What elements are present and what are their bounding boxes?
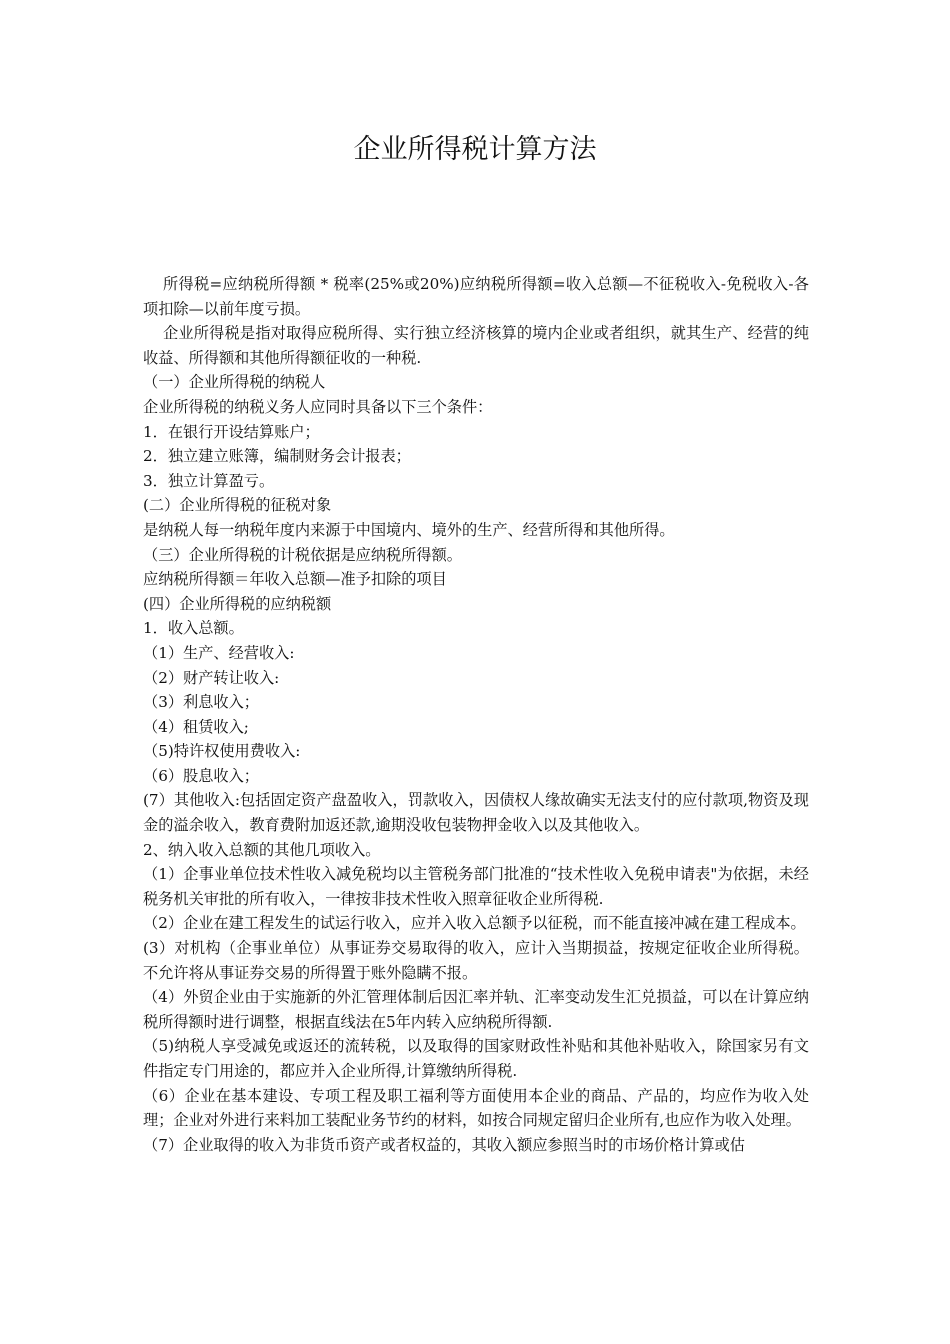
paragraph: (3）对机构（企事业单位）从事证券交易取得的收入，应计入当期损益，按规定征收企业所得税。不允许将从事证券交易的所得置于账外隐瞒不报。	[143, 939, 809, 982]
paragraph: （4）租赁收入;	[143, 717, 249, 736]
paragraph: 企业所得税的纳税义务人应同时具备以下三个条件：	[143, 397, 493, 416]
paragraph: （一）企业所得税的纳税人	[143, 373, 326, 392]
paragraph: 2．独立建立账簿，编制财务会计报表；	[143, 447, 411, 466]
paragraph: （三）企业所得税的计税依据是应纳税所得额。	[143, 545, 462, 564]
paragraph: 2、纳入收入总额的其他几项收入。	[143, 840, 381, 859]
paragraph: 3．独立计算盈亏。	[143, 471, 275, 490]
paragraph: 是纳税人每一纳税年度内来源于中国境内、境外的生产、经营所得和其他所得。	[143, 520, 675, 539]
paragraph: (7）其他收入:包括固定资产盘盈收入，罚款收入，因债权人缘故确实无法支付的应付款项,物资及现金的溢余收入，教育费附加返还款,逾期没收包装物押金收入以及其他收入。	[143, 791, 809, 835]
paragraph: 1．收入总额。	[143, 619, 244, 638]
paragraph: （6）股息收入；	[143, 766, 259, 785]
paragraph: （6）企业在基本建设、专项工程及职工福利等方面使用本企业的商品、产品的，均应作为收入处理；企业对外进行来料加工装配业务节约的材料，如按合同规定留归企业所有,也应作为收入处理。	[143, 1086, 809, 1130]
document-title: 企业所得税计算方法	[353, 134, 597, 165]
paragraph: （1）企事业单位技术性收入减免税均以主管税务部门批准的“技术性收入免税申请表"为依据，未经税务机关审批的所有收入，一律按非技术性收入照章征收企业所得税.	[143, 865, 809, 908]
paragraph: 1．在银行开设结算账户；	[143, 422, 320, 441]
paragraph: （5)特许权使用费收入:	[143, 742, 301, 761]
paragraph: 企业所得税是指对取得应税所得、实行独立经济核算的境内企业或者组织，就其生产、经营的纯收益、所得额和其他所得额征收的一种税.	[143, 324, 809, 367]
paragraph: （2）企业在建工程发生的试运行收入，应并入收入总额予以征税，而不能直接冲减在建工程成本。	[143, 914, 806, 933]
paragraph: （3）利息收入；	[143, 693, 259, 712]
paragraph: （1）生产、经营收入:	[143, 643, 295, 662]
document-body	[143, 272, 809, 1157]
paragraph: (四）企业所得税的应纳税额	[143, 594, 332, 613]
paragraph: 应纳税所得额＝年收入总额—准予扣除的项目	[143, 570, 447, 589]
paragraph: （4）外贸企业由于实施新的外汇管理体制后因汇率并轨、汇率变动发生汇兑损益，可以在计算应纳税所得额时进行调整，根据直线法在5年内转入应纳税所得额.	[143, 988, 809, 1031]
paragraph: （2）财产转让收入:	[143, 668, 280, 687]
paragraph: （7）企业取得的收入为非货币资产或者权益的，其收入额应参照当时的市场价格计算或估	[143, 1135, 745, 1154]
paragraph: 所得税=应纳税所得额 * 税率(25%或20%)应纳税所得额=收入总额—不征税收入-免税收入-各项扣除—以前年度亏损。	[143, 275, 809, 318]
paragraph: （5)纳税人享受减免或返还的流转税，以及取得的国家财政性补贴和其他补贴收入，除国家另有文件指定专门用途的，都应并入企业所得,计算缴纳所得税.	[143, 1037, 809, 1080]
paragraph: (二）企业所得税的征税对象	[143, 496, 332, 515]
